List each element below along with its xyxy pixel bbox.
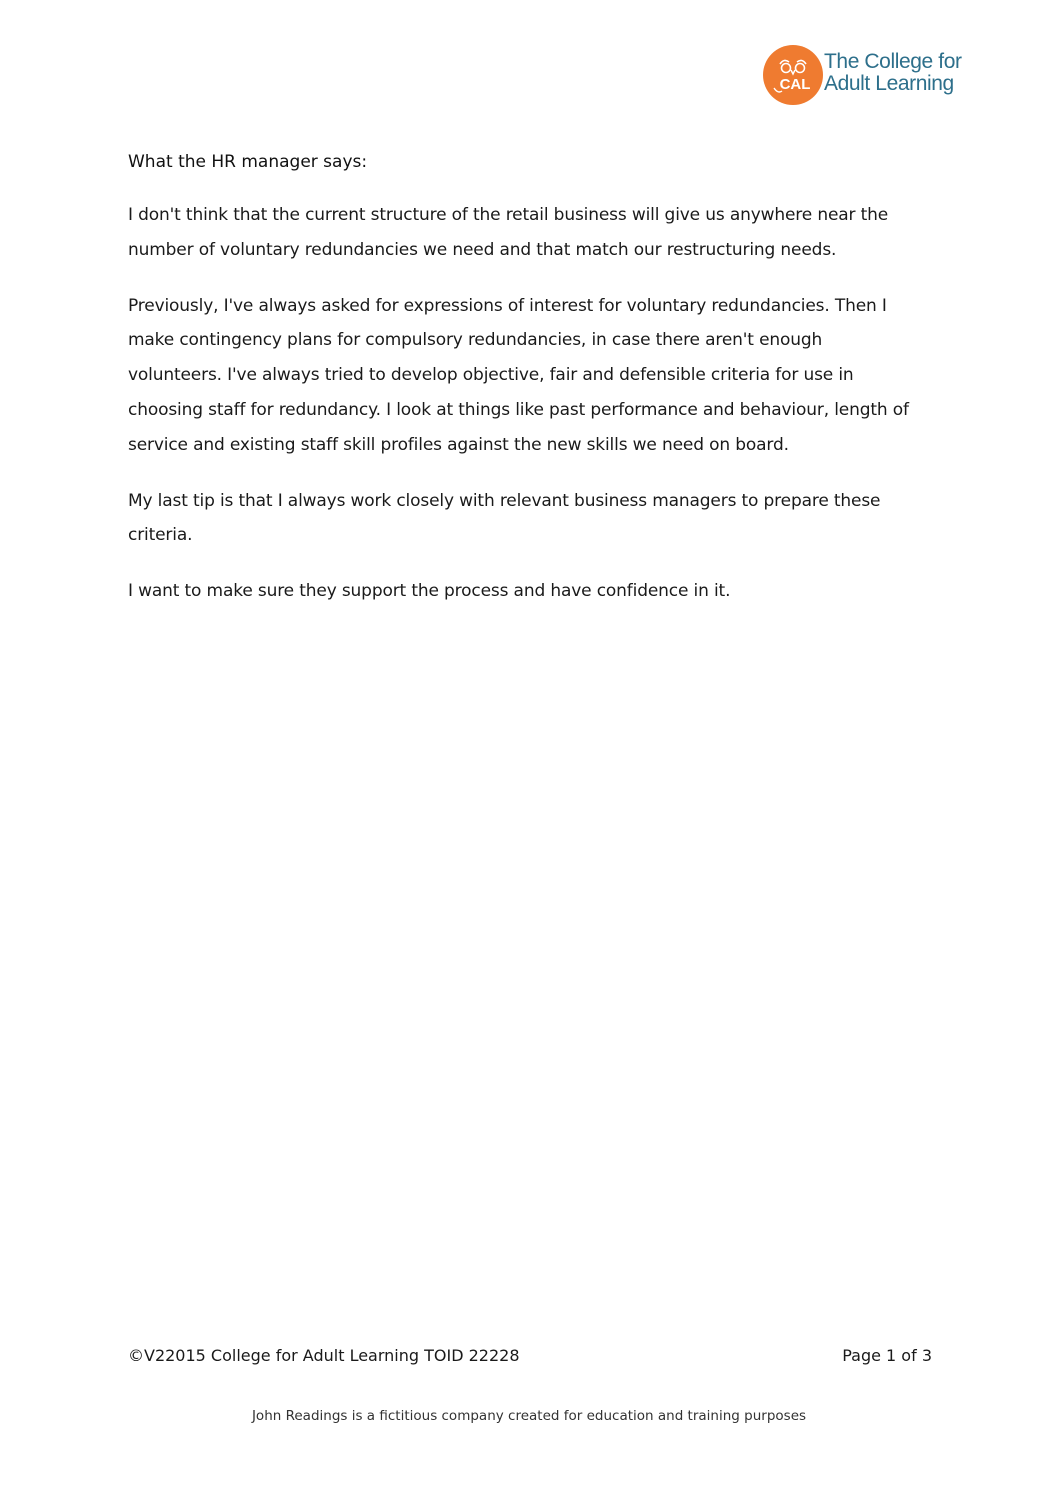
logo-line-1: The College for — [824, 50, 962, 73]
logo-line-2: Adult Learning — [824, 72, 954, 95]
page-indicator: Page 1 of 3 — [842, 1346, 932, 1365]
logo-wordmark — [824, 51, 962, 95]
section-heading: What the HR manager says: — [128, 152, 368, 172]
paragraph-2: Previously, I've always asked for expressions of interest for voluntary redundancies. Then I make contingency plans for compulsory redundancies, in case there aren't enough volunteers. I've always tried to develop objective, fair and defensible criteria for use in choosing staff for redundancy. I look at things like past performance and behaviour, length of service and existing staff skill profiles against the new skills we need on board. — [128, 295, 909, 455]
footer-copyright: ©V22015 College for Adult Learning TOID 22228 — [128, 1346, 520, 1365]
college-logo — [762, 44, 982, 108]
paragraph-4: I want to make sure they support the process and have confidence in it. — [128, 581, 731, 602]
logo-mark-text: CAL — [779, 76, 811, 93]
paragraph-3: My last tip is that I always work closely with relevant business managers to prepare these criteria. — [128, 490, 881, 546]
footer-disclaimer: John Readings is a fictitious company created for education and training purposes — [251, 1408, 807, 1424]
owl-logo-icon — [762, 44, 824, 106]
paragraph-1: I don't think that the current structure of the retail business will give us anywhere near the number of voluntary redundancies we need and that match our restructuring needs. — [128, 205, 889, 260]
document-body — [128, 146, 918, 630]
